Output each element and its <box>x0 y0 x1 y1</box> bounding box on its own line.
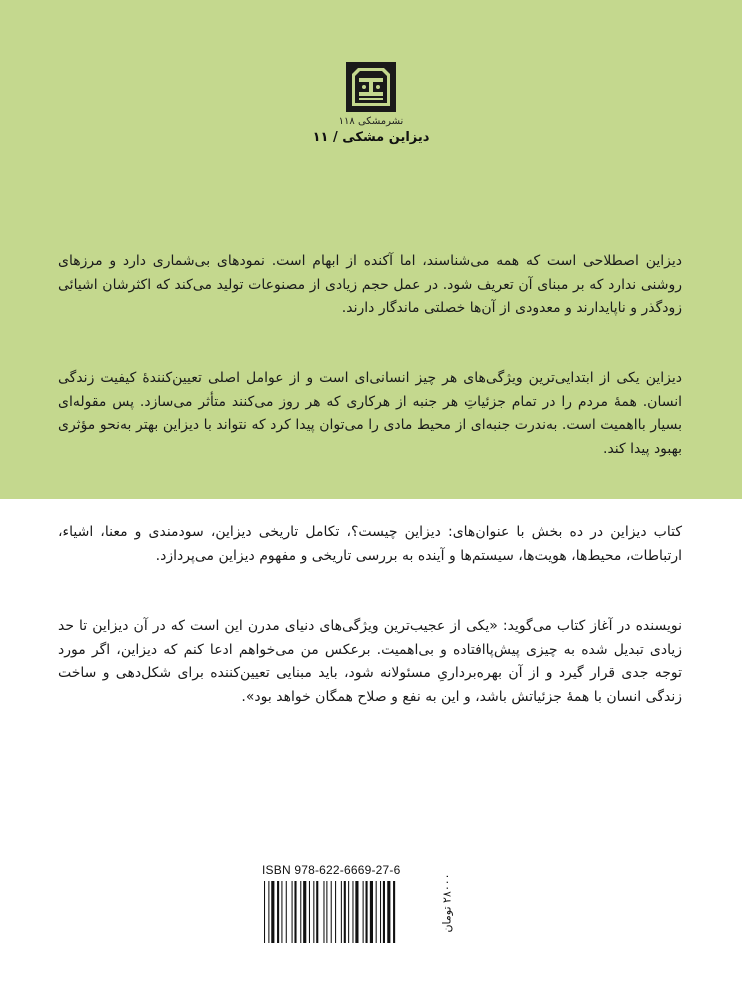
description-paragraph-2: دیزاین یکی از ابتدایی‌ترین ویژگی‌های هر چیز انسانی‌ای است و از عوامل اصلی تعیین‌کنندهٔ کیفیت زندگی انسان. همهٔ مردم را در تمام جزئیاتِ هر جنبه از هرکاری که هر روز می‌کنند متأثر می‌سازد. پس مقوله‌ای بسیار بااهمیت است. به‌ندرت جنبه‌ای از محیط مادی را می‌توان پیدا کرد که نتواند با دیزاین بهتر به‌نحو مؤثری بهبود پیدا کند. <box>58 370 682 458</box>
price-label-wrapper <box>436 862 458 944</box>
isbn-label: ISBN 978-622-6669-27-6 <box>262 863 401 877</box>
description-paragraph-4: نویسنده در آغاز کتاب می‌گوید: «یکی از عجیب‌ترین ویژگی‌های دنیای مدرن این است که در آن دیزاین تا حد زیادی تبدیل شده به چیزی پیش‌پاافتاده و بی‌اهمیت. برعکس من می‌خواهم ادعا کنم که دیزاین، اگر مورد توجه جدی قرار گیرد و از آن بهره‌برداریِ مسئولانه شود، باید مبنایی تعیین‌کننده برای شکل‌دهی و ساخت زندگی انسان با همهٔ جزئیاتش باشد، و این به نفع و صلاح همگان خواهد بود». <box>58 618 682 706</box>
series-title: دیزاین مشکی / ۱۱ <box>312 130 430 145</box>
nashr-moshki-logo-icon <box>342 58 400 116</box>
series-number: نشرمشکی ۱۱۸ <box>338 116 404 127</box>
description-paragraph-3: کتاب دیزاین در ده بخش با عنوان‌های: دیزاین چیست؟، تکامل تاریخی دیزاین، سودمندی و معنا، اشیاء، ارتباطات، محیط‌ها، هویت‌ها، سیستم‌ها و آینده به بررسی تاریخی و مفهوم دیزاین می‌پردازد. <box>58 524 682 564</box>
description-paragraph-1: دیزاین اصطلاحی است که همه می‌شناسند، اما آکنده از ابهام است. نمودهای بی‌شماری دارد و مرزهای روشنی ندارد که بر مبنای آن تعریف شود. در عمل حجم زیادی از مصنوعات تولید می‌کند که اکثرشان اشیائی زودگذر و ناپایدارند و معدودی از آن‌ها خصلتی ماندگار دارند. <box>58 253 682 317</box>
barcode-icon <box>262 881 438 943</box>
price-label: ۲۸۰۰۰ تومان <box>440 873 454 933</box>
